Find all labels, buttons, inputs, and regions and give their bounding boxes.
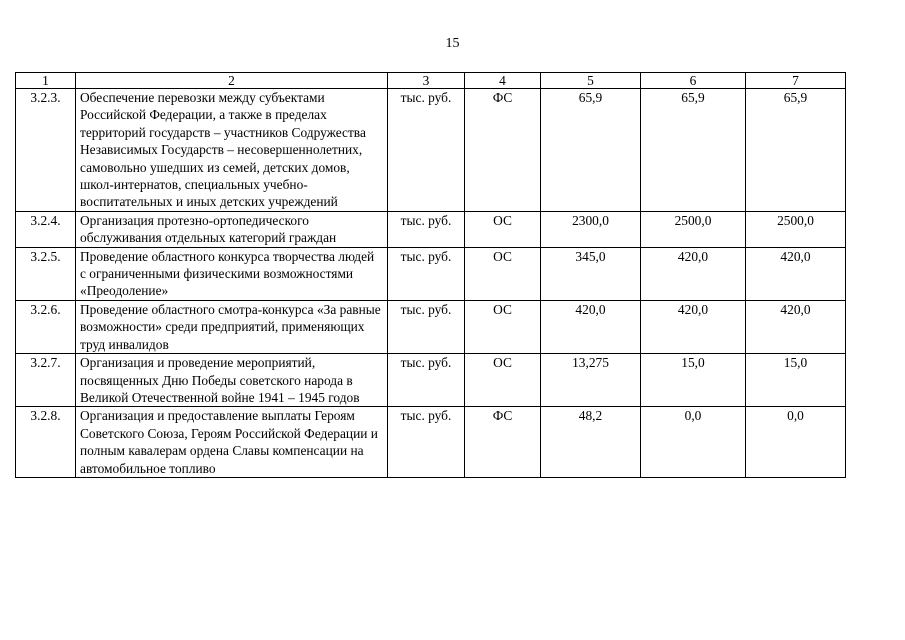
row-unit: тыс. руб. [388, 300, 465, 353]
row-source: ОС [465, 300, 541, 353]
row-unit: тыс. руб. [388, 247, 465, 300]
row-value-5: 13,275 [541, 354, 641, 407]
row-source: ОС [465, 354, 541, 407]
table-row [16, 89, 846, 212]
row-source: ФС [465, 89, 541, 212]
row-value-6: 420,0 [641, 300, 746, 353]
table-row [16, 354, 846, 407]
table-body [16, 89, 846, 478]
row-unit: тыс. руб. [388, 211, 465, 247]
row-unit: тыс. руб. [388, 407, 465, 478]
row-value-7: 15,0 [746, 354, 846, 407]
row-number: 3.2.3. [16, 89, 76, 212]
row-number: 3.2.7. [16, 354, 76, 407]
header-col-6: 6 [641, 73, 746, 89]
data-table [15, 72, 846, 478]
row-value-7: 65,9 [746, 89, 846, 212]
row-value-6: 420,0 [641, 247, 746, 300]
row-value-5: 2300,0 [541, 211, 641, 247]
header-col-5: 5 [541, 73, 641, 89]
row-number: 3.2.4. [16, 211, 76, 247]
page-number: 15 [445, 36, 460, 51]
header-col-4: 4 [465, 73, 541, 89]
row-value-7: 2500,0 [746, 211, 846, 247]
row-number: 3.2.8. [16, 407, 76, 478]
row-value-6: 0,0 [641, 407, 746, 478]
header-col-7: 7 [746, 73, 846, 89]
row-name: Проведение областного смотра-конкурса «За равные возможности» среди предприятий, применяющих труд инвалидов [76, 300, 388, 353]
row-value-5: 48,2 [541, 407, 641, 478]
row-value-6: 65,9 [641, 89, 746, 212]
row-value-6: 15,0 [641, 354, 746, 407]
table-row [16, 407, 846, 478]
row-value-5: 420,0 [541, 300, 641, 353]
row-unit: тыс. руб. [388, 89, 465, 212]
row-source: ФС [465, 407, 541, 478]
row-source: ОС [465, 247, 541, 300]
header-col-2: 2 [76, 73, 388, 89]
header-row [16, 73, 846, 89]
row-number: 3.2.5. [16, 247, 76, 300]
row-value-7: 420,0 [746, 300, 846, 353]
row-name: Организация протезно-ортопедического обслуживания отдельных категорий граждан [76, 211, 388, 247]
row-name: Проведение областного конкурса творчества людей с ограниченными физическими возможностями «Преодоление» [76, 247, 388, 300]
row-value-6: 2500,0 [641, 211, 746, 247]
row-value-7: 0,0 [746, 407, 846, 478]
row-number: 3.2.6. [16, 300, 76, 353]
table-row [16, 247, 846, 300]
table-row [16, 300, 846, 353]
table-row [16, 211, 846, 247]
row-name: Обеспечение перевозки между субъектами Российской Федерации, а также в пределах территорий государств – участников Содружества Независимых Государств – несовершеннолетних, самовольно ушедших из семей, детских домов, школ-интернатов, специальных учебно-воспитательных и иных детских учреждений [76, 89, 388, 212]
row-value-5: 345,0 [541, 247, 641, 300]
row-name: Организация и предоставление выплаты Героям Советского Союза, Героям Российской Федерации и полным кавалерам ордена Славы компенсации на автомобильное топливо [76, 407, 388, 478]
row-source: ОС [465, 211, 541, 247]
row-value-5: 65,9 [541, 89, 641, 212]
header-col-1: 1 [16, 73, 76, 89]
header-col-3: 3 [388, 73, 465, 89]
row-value-7: 420,0 [746, 247, 846, 300]
table-header [16, 73, 846, 89]
row-unit: тыс. руб. [388, 354, 465, 407]
row-name: Организация и проведение мероприятий, посвященных Дню Победы советского народа в Великой Отечественной войне 1941 – 1945 годов [76, 354, 388, 407]
